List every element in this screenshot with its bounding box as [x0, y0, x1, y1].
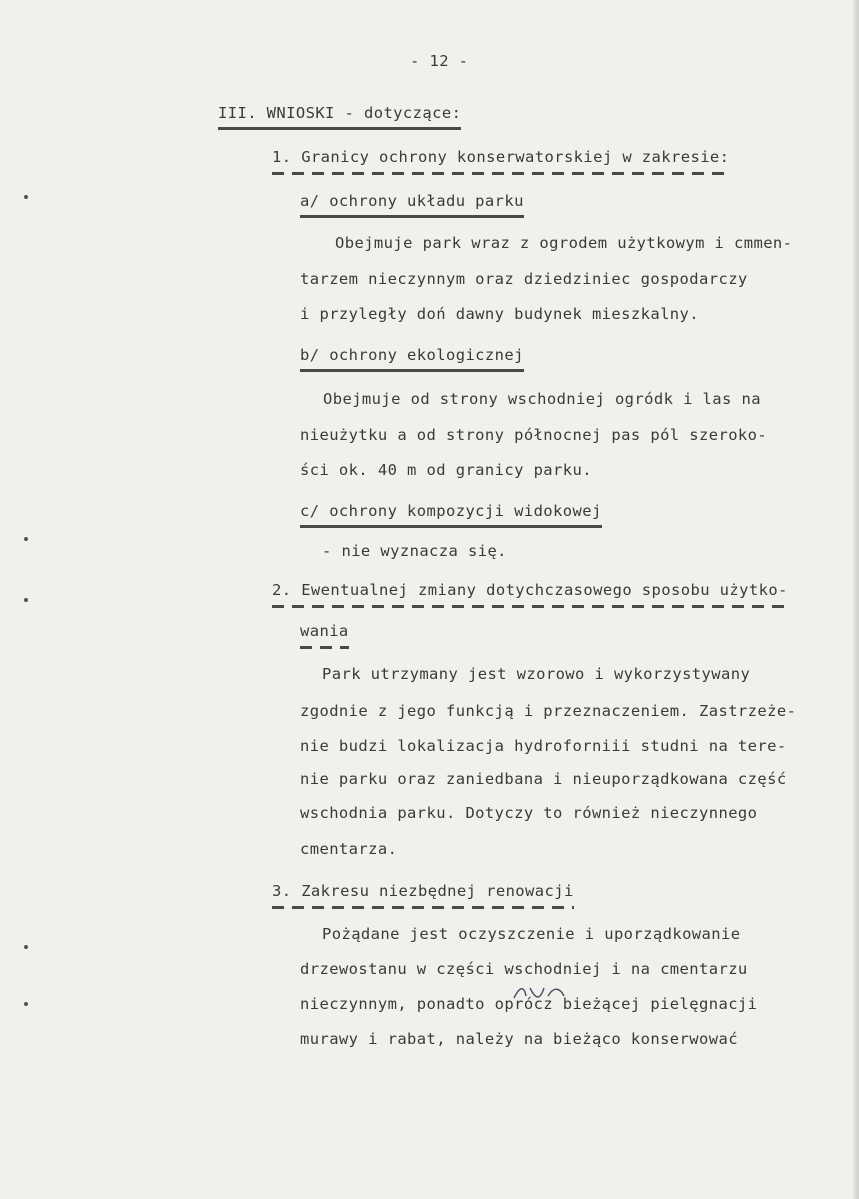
item1-b-text-line: ści ok. 40 m od granicy parku. — [300, 461, 592, 479]
item2-text-line: wschodnia parku. Dotyczy to również nieczynnego — [300, 804, 758, 822]
punch-mark — [24, 195, 28, 199]
item2-text-line: nie parku oraz zaniedbana i nieuporządkowana część — [300, 770, 787, 788]
item1-a-text-line: i przyległy doń dawny budynek mieszkalny. — [300, 305, 700, 323]
item1-a-heading: a/ ochrony układu parku — [300, 192, 524, 210]
punch-mark — [24, 598, 28, 602]
item1-b-text-line: Obejmuje od strony wschodniej ogródk i las na — [323, 390, 761, 408]
item1-a-text-line: Obejmuje park wraz z ogrodem użytkowym i cmmen- — [335, 234, 793, 252]
item2-heading-line1: 2. Ewentualnej zmiany dotychczasowego sposobu użytko- — [272, 581, 788, 599]
item3-heading: 3. Zakresu niezbędnej renowacji — [272, 882, 574, 900]
section-heading: III. WNIOSKI - dotyczące: — [218, 104, 462, 122]
punch-mark — [24, 537, 28, 541]
item3-text-line: Pożądane jest oczyszczenie i uporządkowanie — [322, 925, 741, 943]
item1-c-text: - nie wyznacza się. — [322, 542, 507, 560]
handwritten-correction-mark — [510, 982, 570, 1004]
item3-text-line: murawy i rabat, należy na bieżąco konserwować — [300, 1030, 738, 1048]
item1-a-text-line: tarzem nieczynnym oraz dziedziniec gospodarczy — [300, 270, 748, 288]
item1-c-heading: c/ ochrony kompozycji widokowej — [300, 502, 602, 520]
item1-b-text-line: nieużytku a od strony północnej pas pól szeroko- — [300, 426, 768, 444]
item3-text-line: nieczynnym, ponadto oprócz bieżącej pielęgnacji — [300, 995, 758, 1013]
page-edge-shadow — [853, 0, 859, 1199]
item2-text-line: nie budzi lokalizacja hydroforniii studni na tere- — [300, 737, 787, 755]
item1-b-heading: b/ ochrony ekologicznej — [300, 346, 524, 364]
item2-text-line: zgodnie z jego funkcją i przeznaczeniem. Zastrzeże- — [300, 702, 797, 720]
item2-heading-line2: wania — [300, 622, 349, 640]
item2-text-line: Park utrzymany jest wzorowo i wykorzystywany — [322, 665, 751, 683]
item2-text-line: cmentarza. — [300, 840, 398, 858]
page-number: - 12 - — [410, 52, 469, 70]
punch-mark — [24, 945, 28, 949]
item3-text-line: drzewostanu w części wschodniej i na cmentarzu — [300, 960, 748, 978]
punch-mark — [24, 1002, 28, 1006]
item1-heading: 1. Granicy ochrony konserwatorskiej w zakresie: — [272, 148, 730, 166]
